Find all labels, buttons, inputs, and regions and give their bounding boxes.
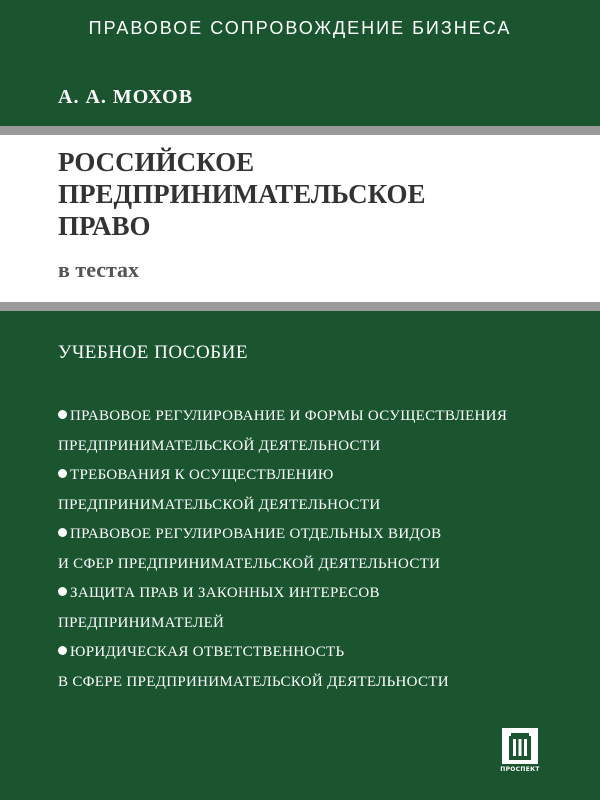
topic-item: [58, 638, 568, 697]
topic-item: [58, 461, 568, 520]
topic-line: ЮРИДИЧЕСКАЯ ОТВЕТСТВЕННОСТЬ: [70, 644, 345, 660]
bullet-icon: [58, 646, 67, 655]
topic-line: ТРЕБОВАНИЯ К ОСУЩЕСТВЛЕНИЮ: [70, 467, 334, 483]
series-title: ПРАВОВОЕ СОПРОВОЖДЕНИЕ БИЗНЕСА: [88, 18, 512, 38]
author-name: А. А. МОХОВ: [58, 86, 194, 108]
topic-line: ПРЕДПРИНИМАТЕЛЕЙ: [58, 614, 225, 631]
topic-item: [58, 579, 568, 638]
topics-list: [58, 402, 568, 697]
book-genre: УЧЕБНОЕ ПОСОБИЕ: [58, 342, 248, 363]
topic-item: [58, 402, 568, 461]
topic-line: ЗАЩИТА ПРАВ И ЗАКОННЫХ ИНТЕРЕСОВ: [70, 585, 380, 601]
topic-line: ПРАВОВОЕ РЕГУЛИРОВАНИЕ И ФОРМЫ ОСУЩЕСТВЛЕНИЯ: [70, 408, 508, 424]
bullet-icon: [58, 528, 67, 537]
book-title-line: ПРЕДПРИНИМАТЕЛЬСКОЕ: [58, 179, 426, 209]
bullet-icon: [58, 469, 67, 478]
topic-line: ПРЕДПРИНИМАТЕЛЬСКОЙ ДЕЯТЕЛЬНОСТИ: [58, 496, 381, 513]
top-divider-band: [0, 126, 600, 135]
bullet-icon: [58, 410, 67, 419]
topic-item: [58, 520, 568, 579]
book-subtitle: в тестах: [58, 257, 140, 282]
publisher-logo: [497, 728, 543, 776]
bullet-icon: [58, 587, 67, 596]
topic-line: В СФЕРЕ ПРЕДПРИНИМАТЕЛЬСКОЙ ДЕЯТЕЛЬНОСТИ: [58, 673, 449, 690]
book-title-line: ПРАВО: [58, 211, 151, 241]
topic-line: ПРАВОВОЕ РЕГУЛИРОВАНИЕ ОТДЕЛЬНЫХ ВИДОВ: [70, 526, 442, 542]
bottom-divider-band: [0, 302, 600, 311]
topic-line: ПРЕДПРИНИМАТЕЛЬСКОЙ ДЕЯТЕЛЬНОСТИ: [58, 437, 381, 454]
publisher-name: ПРОСПЕКТ: [500, 766, 540, 773]
book-title-line: РОССИЙСКОЕ: [58, 147, 255, 177]
building-columns-icon: [502, 728, 538, 764]
book-title: [58, 146, 426, 242]
topic-line: И СФЕР ПРЕДПРИНИМАТЕЛЬСКОЙ ДЕЯТЕЛЬНОСТИ: [58, 555, 441, 572]
